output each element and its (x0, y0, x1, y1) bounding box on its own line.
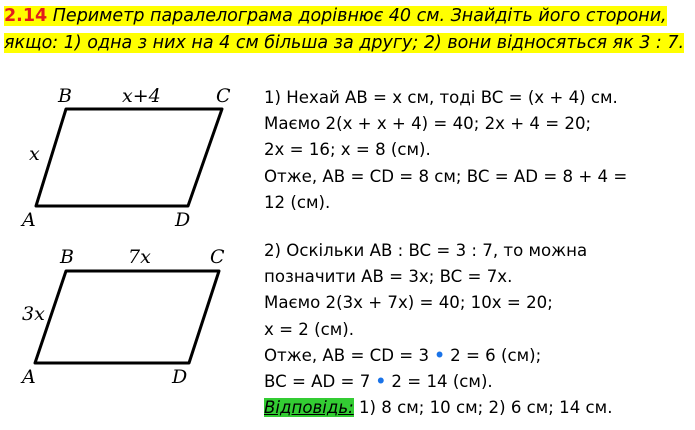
fig2-top-label: 7x (128, 246, 151, 268)
solution2-line: позначити AB = 3x; BC = 7x. (264, 267, 513, 287)
solution2-line (264, 343, 612, 369)
solution1-line: 1) Нехай AB = x см, тоді BC = (x + 4) см. (264, 88, 618, 107)
fig2-vertex-a: A (22, 366, 36, 388)
fig2-vertex-c: C (210, 246, 225, 268)
fig1-vertex-b: B (58, 85, 72, 107)
fig1-top-label: x+4 (122, 85, 161, 107)
parallelogram-2 (35, 271, 219, 363)
fig1-vertex-d: D (175, 209, 191, 231)
solution1-line: Маємо 2(x + x + 4) = 40; 2x + 4 = 20; (264, 114, 592, 134)
fig2-vertex-b: B (60, 246, 74, 268)
solution2-line: 2) Оскільки AB : BC = 3 : 7, то можна (264, 241, 588, 260)
fig2-left-label: 3x (22, 303, 45, 325)
solution2-line5-start: Отже, AB = CD = 3 (264, 345, 435, 365)
solution1-line: 12 (см). (264, 192, 331, 212)
problem-text: Периметр паралелограма дорівнює 40 см. Знайдіть його сторони, якщо: 1) одна з них на 4 см більша за другу; 2) вони відносяться як 3 : 7. (4, 6, 685, 53)
solution2-line6-end: 2 = 14 (см). (386, 372, 493, 392)
solution2-line5-end: 2 = 6 (см); (444, 345, 542, 365)
problem-number: 2.14 (4, 6, 48, 26)
solution1-line: 2x = 16; x = 8 (см). (264, 140, 431, 160)
fig1-vertex-c: C (216, 85, 231, 107)
answer-line (264, 395, 612, 421)
answer-label: Відповідь: (264, 398, 354, 418)
parallelogram-1 (36, 109, 222, 206)
multiply-dot-icon: • (434, 345, 445, 365)
solution2-line (264, 369, 612, 395)
multiply-dot-icon: • (375, 372, 387, 392)
fig2-vertex-d: D (172, 366, 188, 388)
solution2-line: x = 2 (см). (264, 319, 354, 339)
answer-text: 1) 8 см; 10 см; 2) 6 см; 14 см. (353, 398, 613, 418)
fig1-vertex-a: A (22, 209, 36, 231)
fig1-left-label: x (29, 143, 40, 165)
solution2-line: Маємо 2(3x + 7x) = 40; 10x = 20; (264, 293, 553, 313)
solution2-line6-start: BC = AD = 7 (264, 372, 376, 392)
solution-part-2 (264, 238, 612, 421)
solution1-line: Отже, AB = CD = 8 см; BC = AD = 8 + 4 = (264, 166, 628, 186)
solution-part-1 (264, 85, 627, 216)
